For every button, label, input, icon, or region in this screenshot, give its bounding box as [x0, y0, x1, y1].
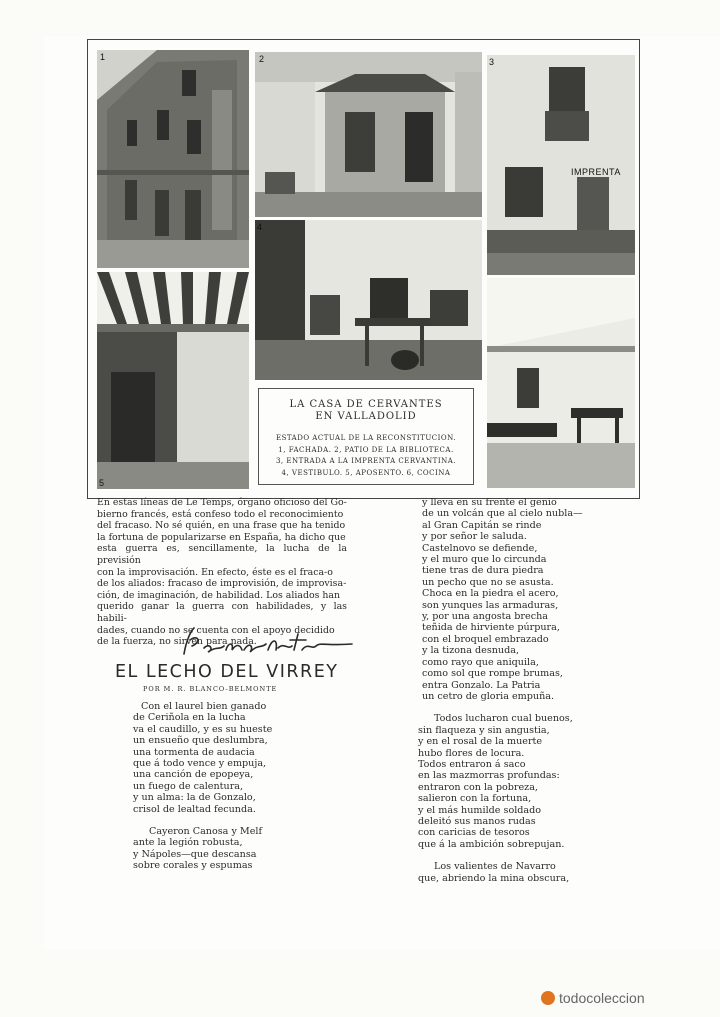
- intro-line: de la fuerza, no sirven para nada.: [97, 636, 257, 648]
- verse-line: en las mazmorras profundas:: [418, 770, 560, 782]
- verse-line: Cayeron Canosa y Melf: [149, 826, 263, 838]
- verse-line: un pecho que no se asusta.: [422, 576, 554, 588]
- poem-right-column: [396, 497, 596, 884]
- poem-left-column: [133, 701, 272, 872]
- verse-line: sobre corales y espumas: [133, 860, 253, 872]
- poem-title: EL LECHO DEL VIRREY: [115, 662, 339, 682]
- verse-line: deleitó sus manos rudas: [418, 815, 536, 827]
- caption-line-2: 3, ENTRADA A LA IMPRENTA CERVANTINA.: [275, 457, 457, 465]
- verse-line: con caricias de tesoros: [418, 827, 530, 839]
- intro-line: la fortuna de popularizarse en España, ha dicho que: [97, 531, 346, 543]
- verse-line: y el muro que lo circunda: [422, 554, 547, 566]
- verse-line: y, por una angosta brecha: [422, 611, 548, 623]
- verse-line: de Ceriñola en la lucha: [133, 712, 246, 724]
- verse-line: Todos lucharon cual buenos,: [434, 713, 573, 725]
- verse-line: ante la legión robusta,: [133, 837, 243, 849]
- watermark-logo-icon: [541, 991, 555, 1005]
- caption-line-3: 4, VESTIBULO. 5, APOSENTO. 6, COCINA: [281, 468, 451, 477]
- verse-line: Con el laurel bien ganado: [141, 701, 267, 712]
- verse-line: y el más humilde soldado: [418, 804, 542, 816]
- verse-line: y Nápoles—que descansa: [133, 848, 257, 860]
- poem-stanza: [133, 826, 272, 872]
- intro-line: En estas líneas de Le Temps, órgano oficioso del Go-: [97, 497, 347, 508]
- verse-line: como rayo que aniquila,: [422, 656, 539, 668]
- photo-room: [255, 220, 482, 380]
- verse-line: crisol de lealtad fecunda.: [133, 803, 256, 815]
- verse-line: un ensueño que deslumbra,: [133, 735, 268, 747]
- verse-line: y un alma: la de Gonzalo,: [133, 792, 256, 804]
- photo-patio: [255, 52, 482, 217]
- verse-line: una canción de epopeya,: [133, 769, 254, 781]
- verse-line: que á la ambición sobrepujan.: [418, 838, 565, 850]
- verse-line: y por señor le saluda.: [422, 531, 527, 543]
- verse-line: Los valientes de Navarro: [434, 861, 556, 873]
- verse-line: un fuego de calentura,: [133, 780, 244, 792]
- intro-line: bierno francés, está confeso todo el reconocimiento: [97, 508, 344, 520]
- verse-line: va el caudillo, y es su hueste: [133, 723, 273, 735]
- watermark-text: todocoleccion: [559, 990, 645, 1006]
- verse-line: Choca en la piedra el acero,: [422, 588, 559, 600]
- verse-line: con el broquel embrazado: [422, 633, 549, 645]
- poem-stanza: [396, 497, 596, 702]
- photo-number-3: 3: [489, 57, 495, 67]
- photo-facade: [97, 50, 249, 268]
- poem-stanza: [133, 701, 272, 815]
- verse-line: salieron con la fortuna,: [418, 793, 532, 805]
- verse-line: sin flaqueza y sin angustia,: [418, 724, 550, 736]
- photo-number-2: 2: [259, 54, 265, 64]
- author-signature: [180, 624, 360, 660]
- verse-line: como sol que rompe brumas,: [422, 668, 563, 680]
- photo-printing-house: [487, 55, 635, 275]
- verse-line: y lleva en su frente el genio: [422, 497, 557, 508]
- caption-title-line2: EN VALLADOLID: [315, 411, 417, 422]
- photo-number-1: 1: [100, 52, 106, 62]
- verse-line: que, abriendo la mina obscura,: [418, 872, 570, 884]
- poem-stanza: [396, 713, 596, 850]
- verse-line: al Gran Capitán se rinde: [422, 519, 542, 531]
- intro-line: querido ganar la guerra con habilidades, y las habili-: [97, 601, 347, 624]
- verse-line: tiene tras de dura piedra: [422, 565, 544, 577]
- intro-line: dades, cuando no se cuenta con el apoyo decidido: [97, 624, 335, 636]
- watermark: [541, 990, 645, 1006]
- verse-line: son yunques las armaduras,: [422, 599, 559, 611]
- verse-line: una tormenta de audacia: [133, 746, 255, 758]
- verse-line: un cetro de gloria empuña.: [422, 690, 555, 702]
- verse-line: hubo flores de locura.: [418, 747, 525, 759]
- intro-line: con la improvisación. En efecto, éste es el fraca-o: [97, 566, 333, 578]
- photo-number-4-label: 4: [257, 222, 263, 232]
- verse-line: Todos entraron á saco: [418, 758, 526, 770]
- verse-line: y la tizona desnuda,: [422, 645, 520, 657]
- poem-byline: POR M. R. BLANCO-BELMONTE: [143, 685, 278, 693]
- caption-line-1: 1, FACHADA. 2, PATIO DE LA BIBLIOTECA.: [278, 445, 454, 454]
- intro-line: de los aliados: fracaso de improvisión, de improvisa-: [97, 578, 347, 590]
- verse-line: entra Gonzalo. La Patria: [422, 679, 541, 691]
- verse-line: Castelnovo se defiende,: [422, 542, 538, 554]
- photo-number-5-label: 5: [99, 478, 105, 488]
- photo-kitchen: [487, 278, 635, 488]
- intro-line: esta guerra es, sencillamente, la lucha de la previsión: [97, 543, 347, 566]
- intro-line: del fracaso. No sé quién, en una frase que ha tenido: [97, 520, 346, 532]
- verse-line: de un volcán que al cielo nubla—: [422, 508, 583, 520]
- caption-title-line1: LA CASA DE CERVANTES: [289, 399, 443, 410]
- caption-subtitle: ESTADO ACTUAL DE LA RECONSTITUCION.: [275, 434, 457, 442]
- verse-line: teñida de hirviente púrpura,: [422, 622, 560, 634]
- poem-stanza: [396, 861, 596, 884]
- verse-line: que á todo vence y empuja,: [133, 758, 267, 770]
- intro-line: ción, de imaginación, de habilidad. Los aliados han: [97, 589, 341, 601]
- verse-line: entraron con la pobreza,: [418, 781, 538, 793]
- photo-caption-box: [258, 388, 474, 485]
- photo-vestibule: [97, 272, 249, 489]
- verse-line: y en el rosal de la muerte: [418, 736, 543, 748]
- imprenta-sign: IMPRENTA: [571, 167, 621, 177]
